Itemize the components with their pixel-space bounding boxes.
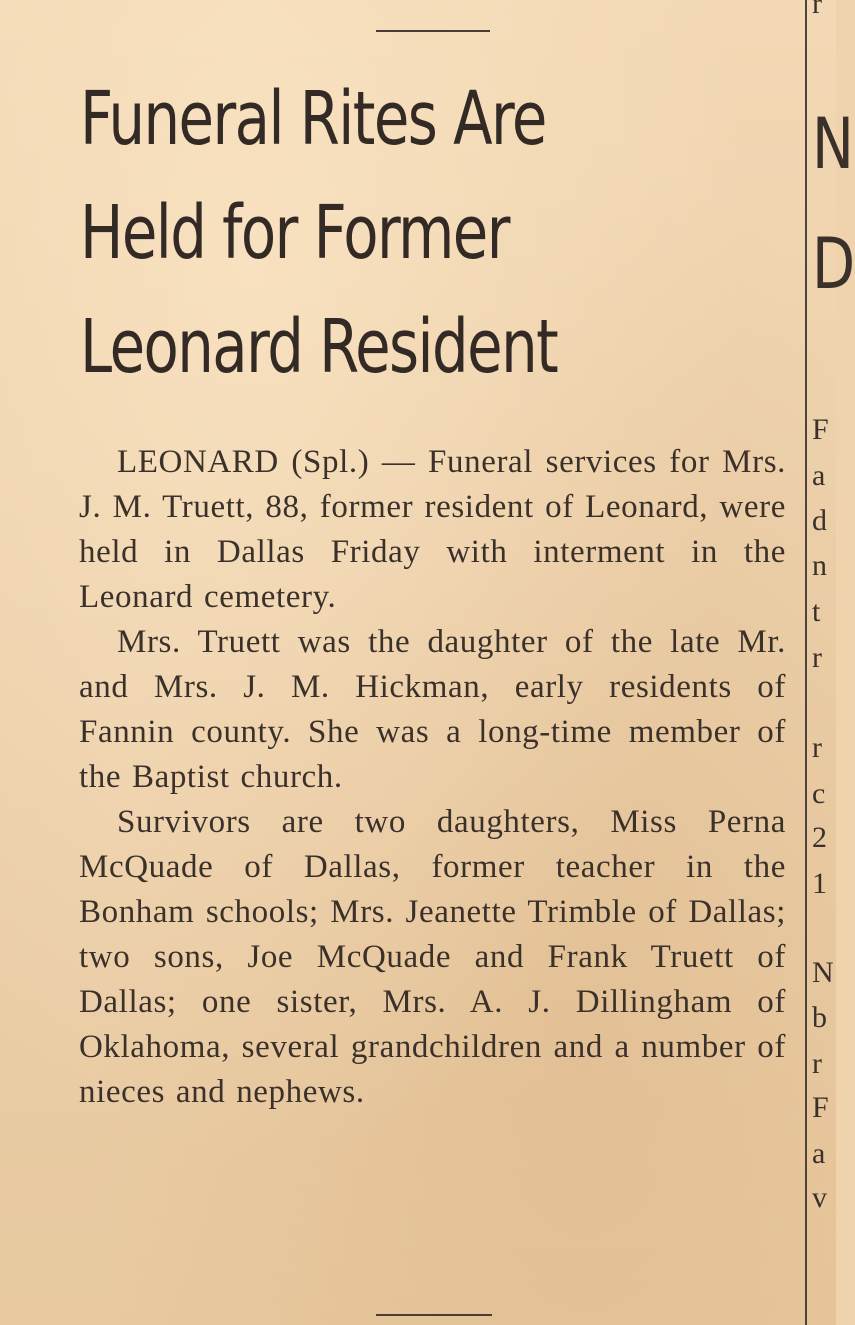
adjacent-column-fragment: a xyxy=(812,1137,826,1170)
article-paragraph-3: Survivors are two daughters, Miss Perna McQuade of Dallas, former teacher in the Bonham schools; Mrs. Jeanette Trimble of Dallas; two sons, Joe McQuade and Frank Truett of Dallas; one sister, Mrs. A. J. Dillingham of Oklahoma, several grandchildren and a number of nieces and nephews. xyxy=(79,804,786,1110)
headline xyxy=(80,62,626,404)
column-divider xyxy=(805,0,807,1325)
article-paragraph-1: LEONARD (Spl.) — Funeral services for Mrs. J. M. Truett, 88, former resident of Leonard, were held in Dallas Friday with interment in the Leonard cemetery. xyxy=(79,444,786,615)
adjacent-column-fragment: 2 xyxy=(812,821,827,854)
adjacent-column-fragment: r xyxy=(812,731,822,764)
adjacent-column-fragment: F xyxy=(812,1091,829,1124)
adjacent-column-fragment: a xyxy=(812,459,826,492)
adjacent-column-fragment: t xyxy=(812,595,821,628)
adjacent-column-fragment: 1 xyxy=(812,867,827,900)
adjacent-column-fragment: c xyxy=(812,777,826,810)
adjacent-column-fragment: r xyxy=(812,641,822,674)
adjacent-headline-letter: N xyxy=(812,103,854,185)
adjacent-column-fragment: v xyxy=(812,1181,827,1214)
article-paragraph-2: Mrs. Truett was the daughter of the late Mr. and Mrs. J. M. Hickman, early residents of Fannin county. She was a long-time member of the Baptist church. xyxy=(79,624,786,795)
article-body xyxy=(79,440,786,1115)
adjacent-column-fragment: n xyxy=(812,549,827,582)
adjacent-column-fragment: d xyxy=(812,504,827,537)
headline-line-2: Held for Former xyxy=(80,190,509,276)
adjacent-column-fragment: b xyxy=(812,1001,827,1034)
adjacent-column-fragment: r xyxy=(812,1047,822,1080)
headline-line-3: Leonard Resident xyxy=(80,304,558,390)
adjacent-column-fragment: N xyxy=(812,956,834,989)
adjacent-column-fragment: F xyxy=(812,413,829,446)
adjacent-headline-letter: D xyxy=(812,223,855,305)
top-rule xyxy=(376,30,490,32)
bottom-rule xyxy=(376,1314,492,1316)
headline-line-1: Funeral Rites Are xyxy=(80,76,546,162)
adjacent-column-fragment: r xyxy=(812,0,822,20)
